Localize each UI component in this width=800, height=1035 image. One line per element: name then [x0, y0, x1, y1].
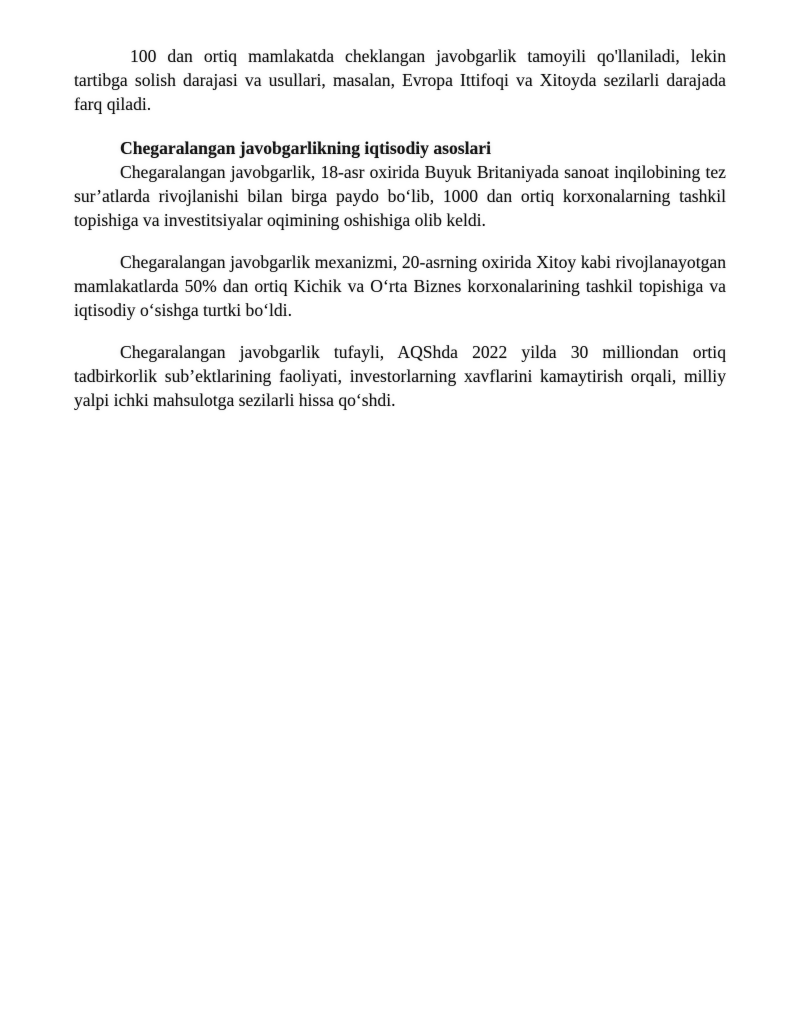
body-paragraph-3: Chegaralangan javobgarlik tufayli, AQShda 2022 yilda 30 milliondan ortiq tadbirkorlik sub’ektlarining faoliyati, investorlarning xavflarini kamaytirish orqali, milliy yalpi ichki mahsulotga sezilarli hissa qo‘shdi.: [74, 342, 726, 410]
document-page: [74, 44, 726, 412]
body-paragraph-1: Chegaralangan javobgarlik, 18-asr oxirida Buyuk Britaniyada sanoat inqilobining tez sur’atlarda rivojlanishi bilan birga paydo bo‘lib, 1000 dan ortiq korxonalarning tashkil topishiga va investitsiyalar oqimining oshishiga olib keldi.: [74, 162, 726, 230]
body-paragraph-2: Chegaralangan javobgarlik mexanizmi, 20-asrning oxirida Xitoy kabi rivojlanayotgan mamlakatlarda 50% dan ortiq Kichik va O‘rta Biznes korxonalarining tashkil topishiga va iqtisodiy o‘sishga turtki bo‘ldi.: [74, 252, 726, 320]
intro-paragraph: 100 dan ortiq mamlakatda cheklangan javobgarlik tamoyili qo'llaniladi, lekin tartibga solish darajasi va usullari, masalan, Evropa Ittifoqi va Xitoyda sezilarli darajada farq qiladi.: [74, 46, 726, 114]
section-heading: Chegaralangan javobgarlikning iqtisodiy asoslari: [120, 138, 491, 158]
